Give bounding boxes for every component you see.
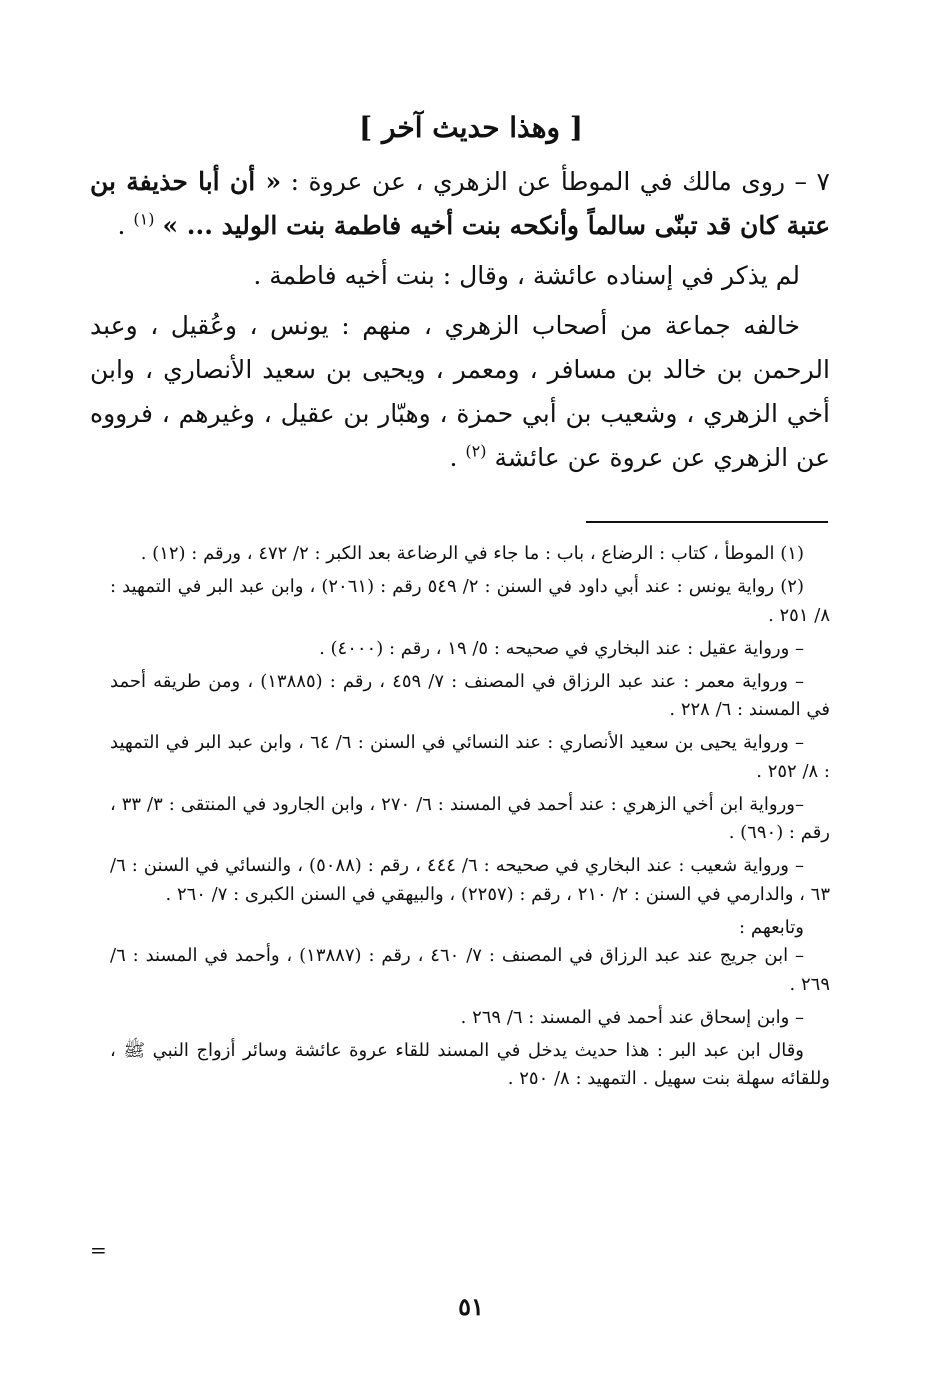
- hadith-end: .: [117, 211, 126, 240]
- paragraph-2: لم يذكر في إسناده عائشة ، وقال : بنت أخيه فاطمة .: [253, 261, 800, 290]
- paragraph-3: [90, 304, 830, 480]
- main-text: [90, 160, 830, 486]
- hadith-number: ٧ –: [794, 167, 830, 196]
- hadith-quote: « أن أبا حذيفة بن عتبة كان قد تبنّى سالماً وأنكحه بنت أخيه فاطمة بنت الوليد ... »: [90, 167, 830, 240]
- hadith-paragraph: [90, 160, 830, 248]
- footnote-1: (١) الموطأ ، كتاب : الرضاع ، باب : ما جاء في الرضاعة بعد الكبر : ٢/ ٤٧٢ ، ورقم : (١٢) .: [140, 543, 804, 564]
- footnote-item: – وابن إسحاق عند أحمد في المسند : ٦/ ٢٦٩ .: [460, 1006, 804, 1028]
- footnote-item: – ورواية عقيل : عند البخاري في صحيحه : ٥/ ١٩ ، رقم : (٤٠٠٠) .: [319, 637, 804, 659]
- footnote-item: – ورواية شعيب : عند البخاري في صحيحه : ٦/ ٤٤٤ ، رقم : (٥٠٨٨) ، والنسائي في السنن : ٦/ ٦٣ ، والدارمي في السنن : ٢/ ٢١٠ ، رقم : (٢٢٥٧) ، والبيهقي في السنن الكبرى : ٧/ ٢٦٠ .: [110, 855, 830, 905]
- paragraph-3-text: خالفه جماعة من أصحاب الزهري ، منهم : يونس ، وعُقيل ، وعبد الرحمن بن خالد بن مسافر ، ومعمر ، ويحيى بن سعيد الأنصاري ، وابن أخي الزهري ، وشعيب بن أبي حمزة ، وهبّار بن عقيل ، وغيرهم ، فرووه عن الزهري عن عروة عن عائشة: [90, 311, 830, 472]
- footnote-item: –ورواية ابن أخي الزهري : عند أحمد في المسند : ٦/ ٢٧٠ ، وابن الجارود في المنتقى : ٣/ ٣٣ ، رقم : (٦٩٠) .: [110, 793, 830, 843]
- footnote-item: – ابن جريج عند عبد الرزاق في المصنف : ٧/ ٤٦٠ ، رقم : (١٣٨٨٧) ، وأحمد في المسند : ٦/ ٢٦٩ .: [110, 945, 830, 995]
- footnote-item: وتابعهم :: [739, 916, 804, 938]
- footnote-ref-1[interactable]: (١): [133, 209, 155, 229]
- footnote-item: – ورواية معمر : عند عبد الرزاق في المصنف : ٧/ ٤٥٩ ، رقم : (١٣٨٨٥) ، ومن طريقه أحمد في المسند : ٦/ ٢٢٨ .: [110, 670, 830, 720]
- footnote-2: (٢) رواية يونس : عند أبي داود في السنن : ٢/ ٥٤٩ رقم : (٢٠٦١) ، وابن عبد البر في التمهيد : ٨/ ٢٥١ .: [110, 576, 830, 626]
- section-heading: [ وهذا حديث آخر ]: [358, 111, 584, 144]
- footnote-item: وقال ابن عبد البر : هذا حديث يدخل في المسند للقاء عروة عائشة وسائر أزواج النبي ﷺ ، وللقائه سهلة بنت سهيل . التمهيد : ٨/ ٢٥٠ .: [110, 1039, 830, 1089]
- page-number: ٥١: [458, 1292, 484, 1321]
- hadith-intro: روى مالك في الموطأ عن الزهري ، عن عروة :: [290, 167, 786, 196]
- continuation-mark: =: [90, 1238, 107, 1262]
- footnote-item: – ورواية يحيى بن سعيد الأنصاري : عند النسائي في السنن : ٦/ ٦٤ ، وابن عبد البر في التمهيد : ٨/ ٢٥٢ .: [110, 732, 830, 782]
- footnotes: [110, 540, 830, 1098]
- footnote-ref-2[interactable]: (٢): [465, 441, 487, 461]
- footnote-divider: [586, 521, 828, 523]
- paragraph-3-end: .: [449, 443, 458, 472]
